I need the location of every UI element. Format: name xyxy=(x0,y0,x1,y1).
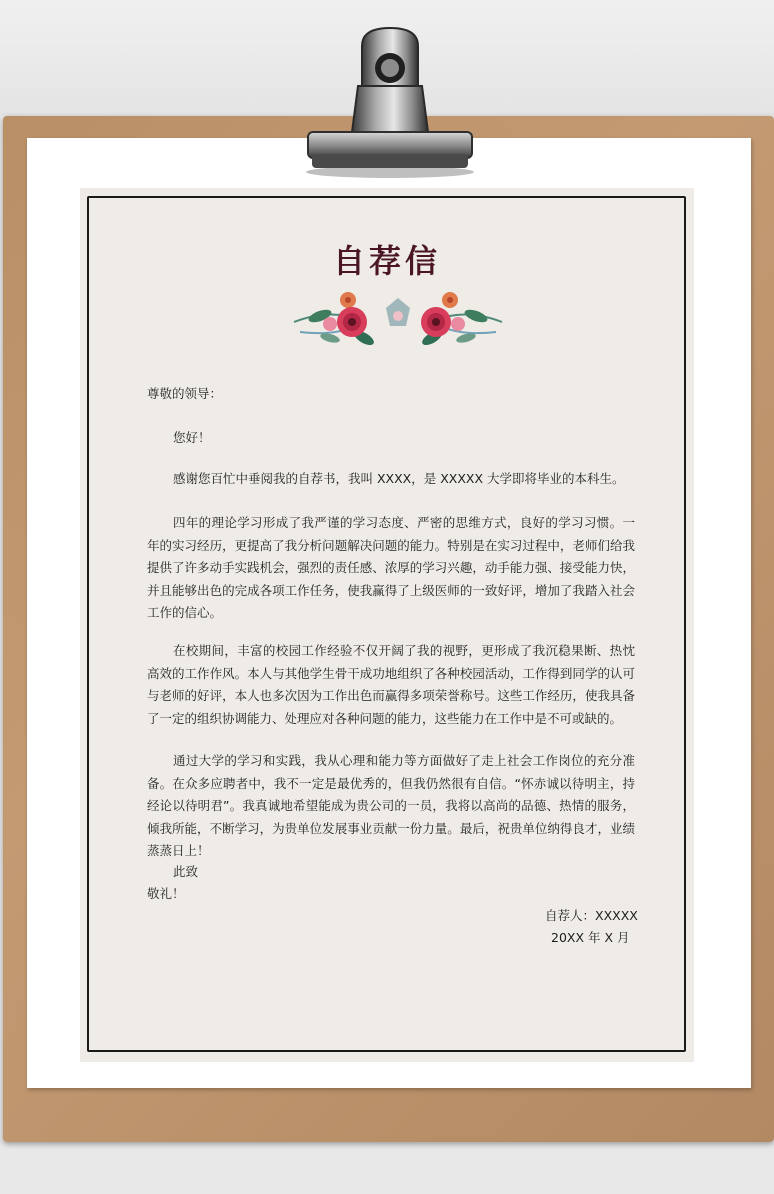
closing-salute: 敬礼！ xyxy=(147,886,185,901)
binder-clip-icon xyxy=(300,24,480,180)
salutation: 尊敬的领导： xyxy=(147,386,223,401)
paragraph-intro: 感谢您百忙中垂阅我的自荐书，我叫 XXXX，是 XXXXX 大学即将毕业的本科生。 xyxy=(173,471,625,486)
paragraph-study: 四年的理论学习形成了我严谨的学习态度、严密的思维方式，良好的学习习惯。一年的实习经历，更提高了我分析问题解决问题的能力。特别是在实习过程中，老师们给我提供了许多动手实践机会，强烈的责任感、浓厚的学习兴趣，动手能力强、接受能力快，并且能够出色的完成各项工作任务，使我赢得了上级医师的一致好评，增加了我踏入社会工作的信心。 xyxy=(147,515,635,620)
letter-date: 20XX 年 X 月 xyxy=(551,930,630,945)
closing-regards: 此致 xyxy=(173,864,199,879)
signature: 自荐人：XXXXX xyxy=(545,908,638,923)
letter-title: 自荐信 xyxy=(332,242,441,280)
greeting: 您好！ xyxy=(173,430,211,445)
paragraph-campus: 在校期间，丰富的校园工作经验不仅开阔了我的视野，更形成了我沉稳果断、热忱高效的工作作风。本人与其他学生骨干成功地组织了各种校园活动，工作得到同学的认可与老师的好评，本人也多次因为工作出色而赢得多项荣誉称号。这些工作经历，使我具备了一定的组织协调能力、处理应对各种问题的能力，这些能力在工作中是不可或缺的。 xyxy=(147,643,635,726)
paragraph-preparation: 通过大学的学习和实践，我从心理和能力等方面做好了走上社会工作岗位的充分准备。在众多应聘者中，我不一定是最优秀的，但我仍然很有自信。“怀赤诚以待明主，持经论以待明君”。我真诚地希望能成为贵公司的一员，我将以高尚的品德、热情的服务，倾我所能，不断学习，为贵单位发展事业贡献一份力量。最后，祝贵单位纳得良才，业绩蒸蒸日上！ xyxy=(147,753,635,858)
floral-decoration-icon xyxy=(290,286,506,354)
